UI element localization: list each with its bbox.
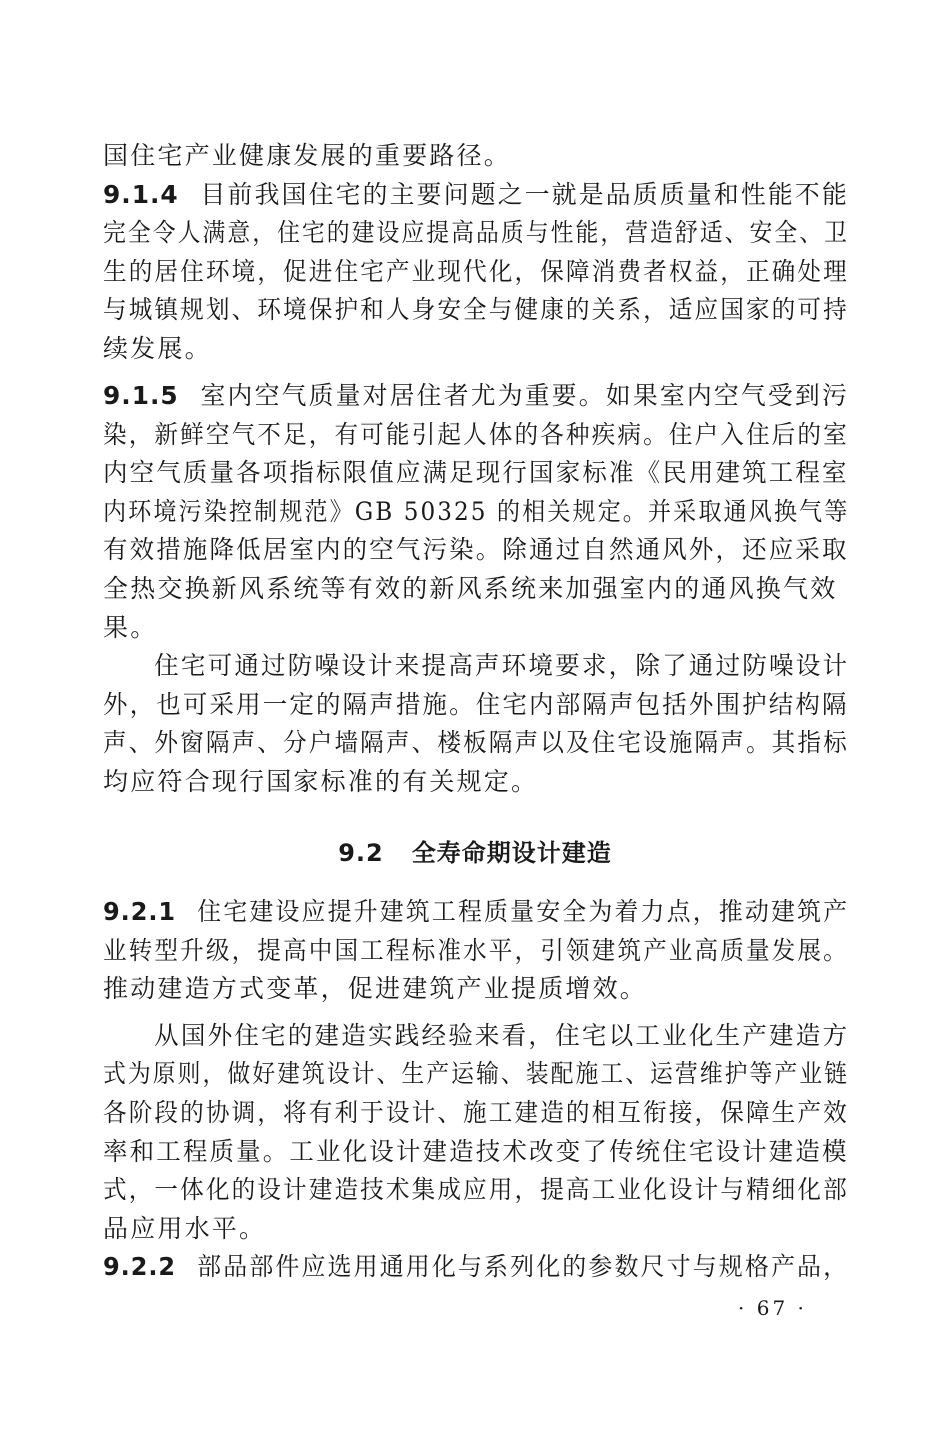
text-line: 目前我国住宅的主要问题之一就是品质质量和性能不能: [200, 179, 849, 209]
clause-9-2-2-first-line: [103, 1248, 850, 1287]
clause-9-1-5-block: [103, 377, 849, 802]
text-line: 果。: [103, 612, 158, 642]
clause-number: 9.1.5: [103, 381, 179, 410]
clause-number: 9.2.1: [103, 897, 177, 926]
page-number: · 67 ·: [738, 1296, 807, 1320]
clause-number: 9.2.2: [103, 1252, 177, 1282]
text-line: 住宅建设应提升建筑工程质量安全为着力点，推动建筑产: [197, 897, 850, 926]
text-line: 完全令人满意，住宅的建设应提高品质与性能，营造舒适、安全、卫: [103, 218, 850, 248]
text-line: 生的居住环境，促进住宅产业现代化，保障消费者权益，正确处理: [103, 256, 849, 286]
text-line: 全热交换新风系统等有效的新风系统来加强室内的通风换气效: [103, 573, 838, 603]
text-line: 部品部件应选用通用化与系列化的参数尺寸与规格产品，: [197, 1252, 850, 1282]
section-heading: [0, 833, 950, 868]
text-line: 内环境污染控制规范》GB 50325 的相关规定。并采取通风换气等: [103, 496, 850, 526]
text-line: 推动建造方式变革，促进建筑产业提质增效。: [103, 974, 648, 1004]
text-line: 品应用水平。: [103, 1213, 267, 1243]
text-line: 式为原则，做好建筑设计、生产运输、装配施工、运营维护等产业链: [103, 1059, 850, 1089]
text-line: 各阶段的协调，将有利于设计、施工建造的相互衔接，保障生产效: [103, 1097, 849, 1127]
text-line: 外，也可采用一定的隔声措施。住宅内部隔声包括外围护结构隔: [103, 689, 849, 719]
section-number: 9.2: [338, 839, 384, 867]
text-line: 均应符合现行国家标准的有关规定。: [103, 766, 539, 796]
text-line: 住宅可通过防噪设计来提高声环境要求，除了通过防噪设计: [154, 651, 850, 681]
text-line: 业转型升级，提高中国工程标准水平，引领建筑产业高质量发展。: [103, 935, 849, 965]
clause-9-1-4-first-line: [103, 176, 849, 215]
clause-number: 9.1.4: [103, 179, 179, 209]
clause-9-1-4-block: [103, 137, 849, 369]
clause-9-2-1-block: [103, 893, 849, 1287]
text-line: 式，一体化的设计建造技术集成应用，提高工业化设计与精细化部: [103, 1175, 849, 1205]
text-line: 染，新鲜空气不足，有可能引起人体的各种疾病。住户入住后的室: [103, 419, 849, 449]
clause-9-1-5-first-line: [103, 377, 849, 416]
text-line: 有效措施降低居室内的空气污染。除通过自然通风外，还应采取: [103, 535, 849, 565]
text-line: 从国外住宅的建造实践经验来看，住宅以工业化生产建造方: [154, 1020, 850, 1050]
text-line: 室内空气质量对居住者尤为重要。如果室内空气受到污: [200, 381, 849, 410]
text-line: 与城镇规划、环境保护和人身安全与健康的关系，适应国家的可持: [103, 295, 849, 325]
clause-9-2-1-first-line: [103, 893, 850, 932]
section-title: 全寿命期设计建造: [411, 839, 612, 867]
text-line: 率和工程质量。工业化设计建造技术改变了传统住宅设计建造模: [103, 1136, 849, 1166]
text-line: 国住宅产业健康发展的重要路径。: [103, 141, 512, 170]
text-line: 续发展。: [103, 333, 212, 363]
text-line: 内空气质量各项指标限值应满足现行国家标准《民用建筑工程室: [103, 458, 849, 488]
text-line: 声、外窗隔声、分户墙隔声、楼板隔声以及住宅设施隔声。其指标: [103, 728, 849, 758]
